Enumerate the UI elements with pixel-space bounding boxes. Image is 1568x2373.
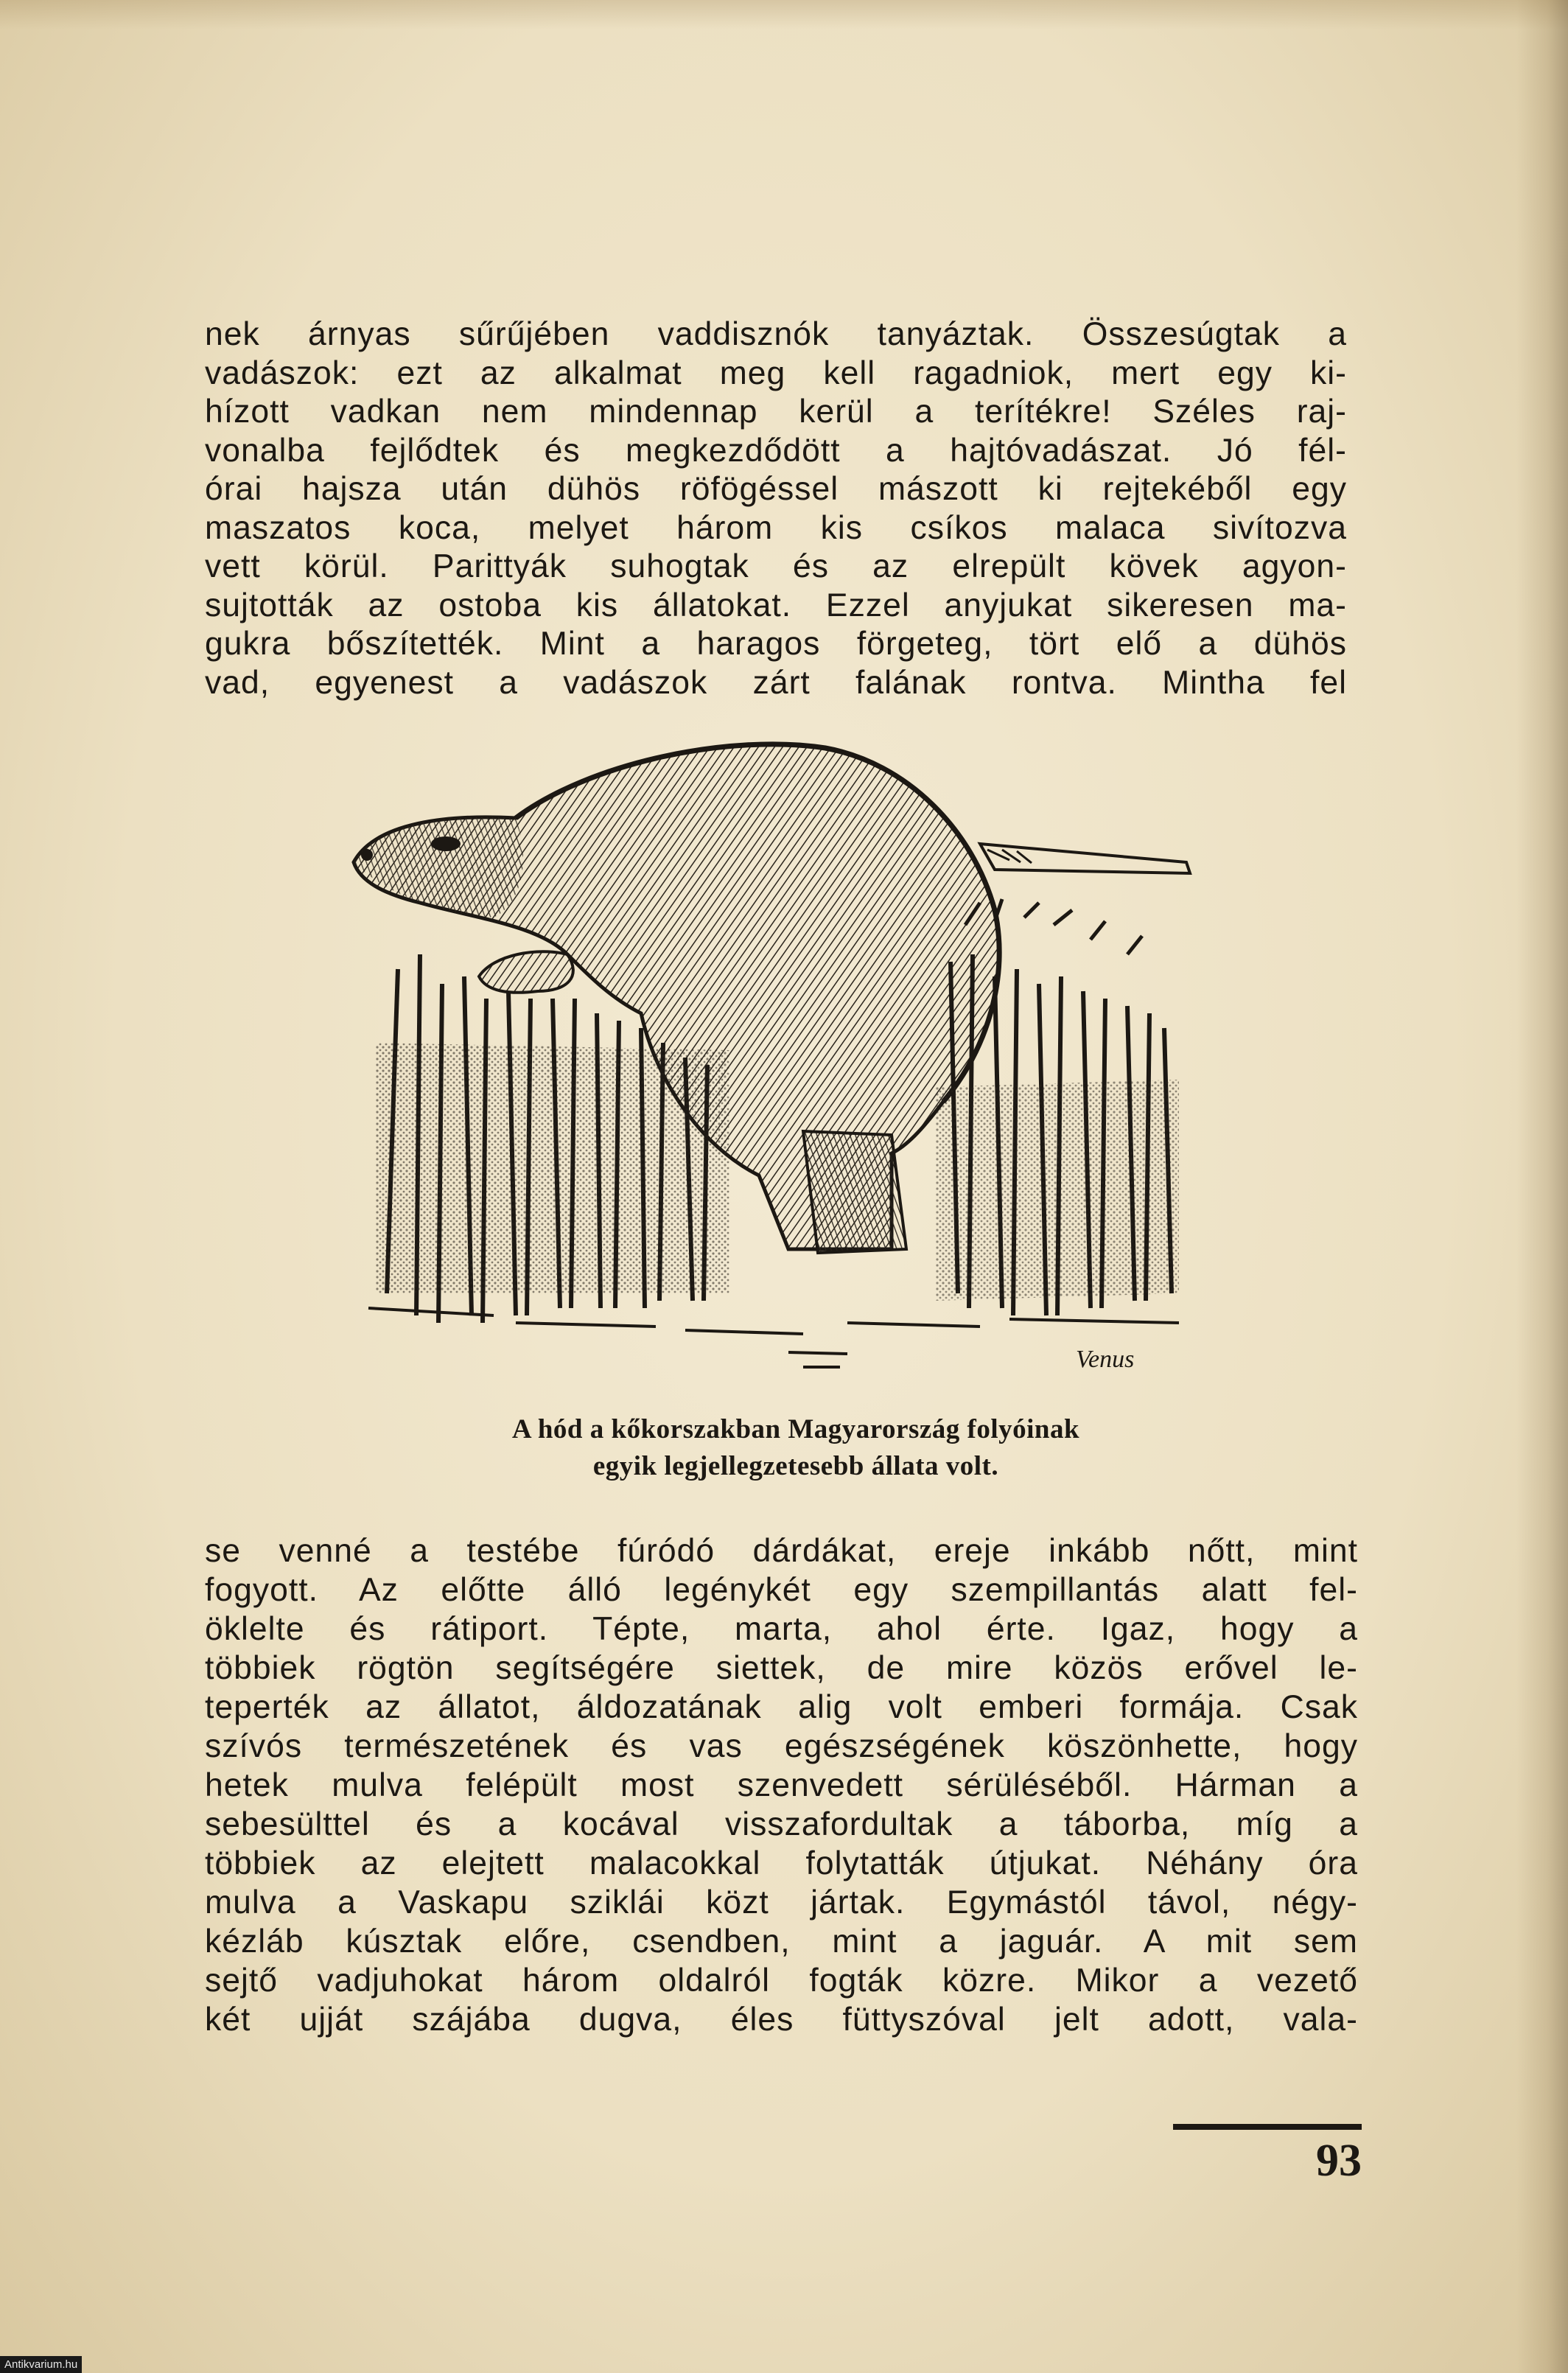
text-line: vonalba fejlődtek és megkezdődött a hajtóvadászat. Jó fél- xyxy=(205,432,1347,469)
beaver-illustration xyxy=(346,733,1201,1397)
text-line: kézláb kúsztak előre, csendben, mint a jaguár. A mit sem xyxy=(205,1923,1358,1960)
caption-line: A hód a kőkorszakban Magyarország folyóinak xyxy=(511,1414,1080,1444)
text-line: fogyott. Az előtte álló legénykét egy szempillantás alatt fel- xyxy=(205,1572,1358,1608)
text-line: öklelte és rátiport. Tépte, marta, ahol érte. Igaz, hogy a xyxy=(205,1611,1358,1647)
text-line: szívós természetének és vas egészségének köszönhette, hogy xyxy=(205,1728,1358,1764)
text-line: órai hajsza után dühös röfögéssel mászott ki rejtekéből egy xyxy=(205,471,1347,507)
text-line: mulva a Vaskapu sziklái közt jártak. Egymástól távol, négy- xyxy=(205,1884,1358,1921)
text-line: gukra bőszítették. Mint a haragos förgeteg, tört elő a dühös xyxy=(205,626,1347,662)
caption-line: egyik legjellegzetesebb állata volt. xyxy=(592,1451,999,1481)
text-line: vadászok: ezt az alkalmat meg kell ragadniok, mert egy ki- xyxy=(205,354,1347,391)
text-line: két ujját szájába dugva, éles füttyszóval jelt adott, vala- xyxy=(205,2002,1358,2038)
text-line: sebesülttel és a kocával visszafordultak a táborba, míg a xyxy=(205,1806,1358,1842)
text-line: többiek rögtön segítségére siettek, de mire közös erővel le- xyxy=(205,1650,1358,1686)
text-line: sujtották az ostoba kis állatokat. Ezzel anyjukat sikeresen ma- xyxy=(205,587,1347,623)
text-line: sejtő vadjuhokat három oldalról fogták közre. Mikor a vezető xyxy=(205,1963,1358,1999)
paragraph-bottom xyxy=(205,1531,1358,2039)
text-line: többiek az elejtett malacokkal folytatták útjukat. Néhány óra xyxy=(205,1845,1358,1881)
figure-caption xyxy=(317,1411,1275,1485)
text-line: teperték az állatot, áldozatának alig volt emberi formája. Csak xyxy=(205,1689,1358,1725)
paper-right-shadow xyxy=(1516,0,1568,2373)
watermark: Antikvarium.hu xyxy=(0,2356,82,2373)
paragraph-top xyxy=(205,315,1347,702)
paper-top-shadow xyxy=(0,0,1568,29)
text-line: vett körül. Parittyák suhogtak és az elrepült kövek agyon- xyxy=(205,548,1347,584)
beaver-drawing xyxy=(346,733,1201,1397)
text-line: hízott vadkan nem mindennap kerül a terítékre! Széles raj- xyxy=(205,394,1347,430)
text-line: maszatos koca, melyet három kis csíkos malaca sivítozva xyxy=(205,509,1347,546)
text-line: nek árnyas sűrűjében vaddisznók tanyáztak. Összesúgtak a xyxy=(205,316,1347,352)
page-number: 93 xyxy=(1316,2136,1362,2186)
text-line: hetek mulva felépült most szenvedett sérüléséből. Hárman a xyxy=(205,1767,1358,1803)
text-line: vad, egyenest a vadászok zárt falának rontva. Mintha fel xyxy=(205,664,1347,701)
illustration-signature: Venus xyxy=(1076,1346,1135,1373)
text-line: se venné a testébe fúródó dárdákat, ereje inkább nőtt, mint xyxy=(205,1533,1358,1569)
page-number-rule xyxy=(1173,2124,1362,2130)
